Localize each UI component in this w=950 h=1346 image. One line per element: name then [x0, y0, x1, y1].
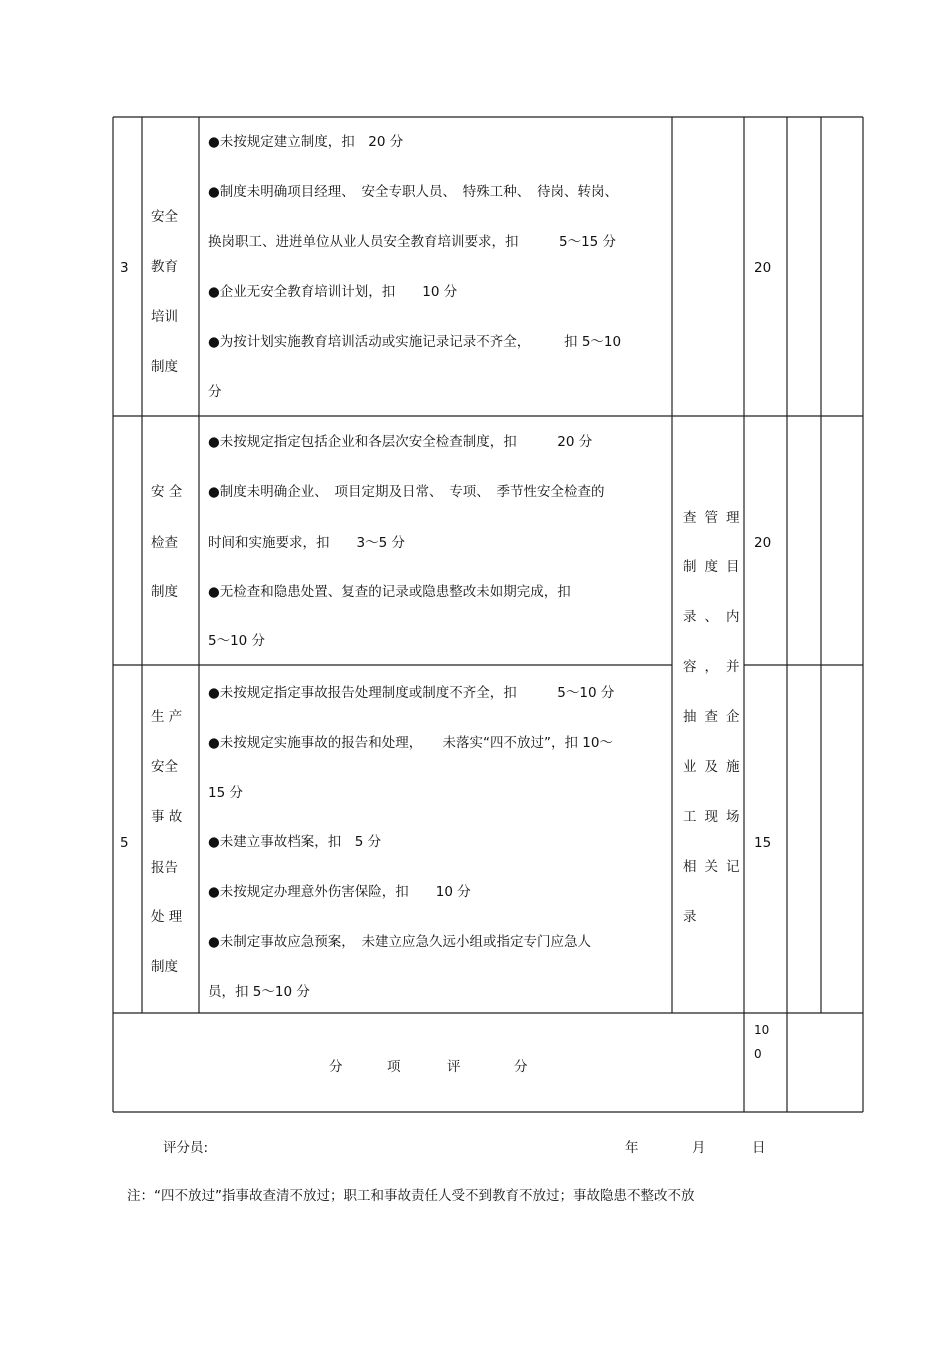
- criteria-line: 5～10 分: [208, 633, 266, 649]
- item-name-line: 报告: [151, 860, 178, 876]
- summary-label-char: 分: [514, 1059, 528, 1075]
- criteria-line: 15 分: [208, 785, 243, 801]
- criteria-line: 时间和实施要求，扣 3～5 分: [208, 535, 405, 551]
- item-name-line: 培训: [151, 309, 178, 325]
- criteria-line: ●未建立事故档案，扣 5 分: [208, 834, 382, 850]
- criteria-line: ●未按规定实施事故的报告和处理， 未落实“四不放过”，扣 10～: [208, 735, 613, 751]
- total-score-line: 0: [754, 1047, 762, 1061]
- score-value: 20: [754, 260, 772, 276]
- row-number: 3: [120, 260, 129, 276]
- method-line: 容，并: [683, 659, 748, 675]
- scorer-label: 评分员:: [163, 1140, 209, 1156]
- method-line: 录: [683, 909, 697, 925]
- method-line: 相关记: [683, 859, 748, 875]
- method-line: 业及施: [683, 759, 748, 775]
- item-name-line: 检查: [151, 535, 178, 551]
- criteria-line: ●企业无安全教育培训计划，扣 10 分: [208, 284, 458, 300]
- criteria-line: ●无检查和隐患处置、复查的记录或隐患整改未如期完成，扣: [208, 584, 571, 600]
- criteria-line: ●制度未明确项目经理、 安全专职人员、 特殊工种、 待岗、转岗、: [208, 184, 619, 200]
- item-name-line: 制度: [151, 359, 178, 375]
- month-label: 月: [692, 1140, 706, 1156]
- item-name-line: 处 理: [151, 909, 183, 925]
- year-label: 年: [625, 1140, 639, 1156]
- item-name-line: 教育: [151, 259, 178, 275]
- summary-label-char: 评: [447, 1059, 461, 1075]
- item-name-line: 生 产: [151, 709, 183, 725]
- summary-label-char: 分: [329, 1059, 343, 1075]
- item-name-line: 安 全: [151, 484, 183, 500]
- method-line: 工现场: [683, 809, 748, 825]
- method-line: 抽查企: [683, 709, 748, 725]
- total-score-line: 10: [754, 1023, 770, 1037]
- criteria-line: ●未制定事故应急预案， 未建立应急久远小组或指定专门应急人: [208, 934, 592, 950]
- item-name-line: 安全: [151, 759, 178, 775]
- criteria-line: ●未按规定指定事故报告处理制度或制度不齐全，扣 5～10 分: [208, 685, 615, 701]
- summary-label-char: 项: [387, 1059, 401, 1075]
- item-name-line: 安全: [151, 209, 178, 225]
- criteria-line: 分: [208, 384, 222, 400]
- item-name-line: 制度: [151, 959, 178, 975]
- method-line: 制度目: [683, 559, 748, 575]
- criteria-line: ●未按规定办理意外伤害保险，扣 10 分: [208, 884, 471, 900]
- criteria-line: ●未按规定建立制度，扣 20 分: [208, 134, 404, 150]
- item-name-line: 事 故: [151, 809, 183, 825]
- method-line: 录、内: [683, 609, 748, 625]
- criteria-line: 员，扣 5～10 分: [208, 984, 310, 1000]
- score-value: 15: [754, 835, 772, 851]
- row-number: 5: [120, 835, 129, 851]
- criteria-line: ●未按规定指定包括企业和各层次安全检查制度，扣 20 分: [208, 434, 593, 450]
- criteria-line: ●制度未明确企业、 项目定期及日常、 专项、 季节性安全检查的: [208, 484, 605, 500]
- score-value: 20: [754, 535, 772, 551]
- day-label: 日: [752, 1140, 766, 1156]
- criteria-line: 换岗职工、进逬单位从业人员安全教育培训要求，扣 5～15 分: [208, 234, 617, 250]
- criteria-line: ●为按计划实施教育培训活动或实施记录记录不齐全， 扣 5～10: [208, 334, 622, 350]
- footnote: 注：“四不放过”指事故查清不放过；职工和事故责任人受不到教育不放过；事故隐患不整改不放: [127, 1188, 695, 1204]
- method-line: 查管理: [683, 510, 748, 526]
- item-name-line: 制度: [151, 584, 178, 600]
